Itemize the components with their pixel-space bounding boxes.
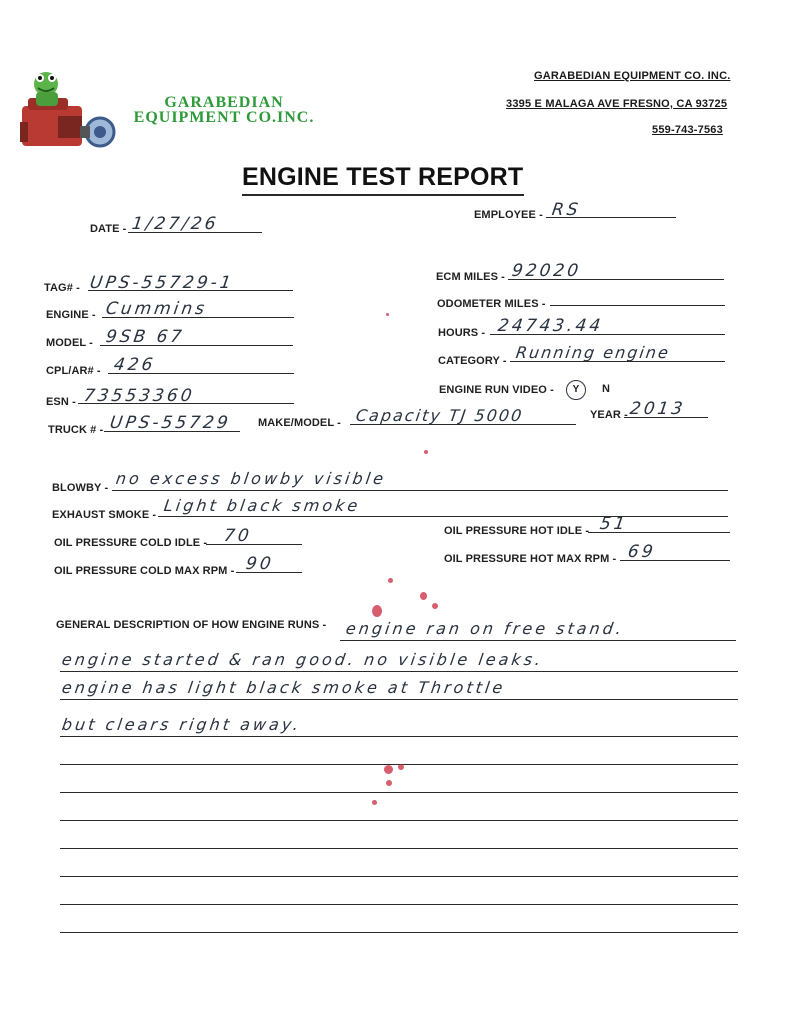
description-rule-9 [60,876,738,877]
description-rule-8 [60,848,738,849]
run-video-yes-option[interactable] [566,380,586,400]
oil-cold-max-line [236,572,302,573]
oil-hot-idle-line [588,532,730,533]
oil-hot-idle-label: OIL PRESSURE HOT IDLE - [444,525,590,537]
company-logo [18,66,118,162]
category-value: Running engine [514,343,672,362]
exhaust-label: EXHAUST SMOKE - [52,509,157,521]
company-address: 3395 E MALAGA AVE FRESNO, CA 93725 [506,98,728,110]
description-rule-4 [60,736,738,737]
model-line [100,345,293,346]
frog-engine-icon [18,66,118,162]
oil-cold-idle-value: 70 [222,526,254,546]
truck-label: TRUCK # - [48,424,104,436]
ink-blot [398,764,404,770]
date-line [128,232,262,233]
employee-label: EMPLOYEE - [474,209,543,221]
esn-label: ESN - [46,396,76,408]
hours-line [490,334,725,335]
model-value: 9SB 67 [104,327,186,347]
ink-blot [424,450,428,454]
hours-value: 24743.44 [496,316,605,336]
description-label: GENERAL DESCRIPTION OF HOW ENGINE RUNS - [56,619,327,631]
title-underline [242,194,524,196]
description-rule-11 [60,932,738,933]
odometer-line [550,305,725,306]
odometer-label: ODOMETER MILES - [437,298,546,310]
report-title: ENGINE TEST REPORT [242,163,524,191]
employee-line [546,217,676,218]
description-rule-3 [60,699,738,700]
truck-line [104,431,240,432]
engine-line [102,317,294,318]
model-label: MODEL - [46,337,93,349]
engine-run-video-label: ENGINE RUN VIDEO - [439,384,554,396]
make-model-label: MAKE/MODEL - [258,417,341,429]
ink-blot [372,605,382,617]
truck-value: UPS-55729 [108,413,233,433]
date-value: 1/27/26 [130,214,220,234]
ink-blot [386,313,389,316]
description-rule-2 [60,671,738,672]
ecm-miles-line [508,279,724,280]
ecm-miles-label: ECM MILES - [436,271,505,283]
year-label: YEAR - [590,409,628,421]
date-label: DATE - [90,223,127,235]
oil-cold-max-label: OIL PRESSURE COLD MAX RPM - [54,565,235,577]
oil-hot-idle-value: 51 [598,514,630,534]
tag-value: UPS-55729-1 [88,273,236,293]
description-line-1: engine ran on free stand. [344,619,626,638]
ink-blot [388,578,393,583]
description-rule-7 [60,820,738,821]
ink-blot [384,765,393,774]
make-model-line [350,424,576,425]
tag-label: TAG# - [44,282,80,294]
make-model-value: Capacity TJ 5000 [354,406,525,425]
ink-blot [420,592,427,600]
blowby-value: no excess blowby visible [114,469,388,488]
oil-cold-idle-label: OIL PRESSURE COLD IDLE - [54,537,208,549]
exhaust-value: Light black smoke [162,496,362,515]
cpl-label: CPL/AR# - [46,365,101,377]
cpl-line [108,373,294,374]
oil-hot-max-label: OIL PRESSURE HOT MAX RPM - [444,553,617,565]
hours-label: HOURS - [438,327,486,339]
ink-blot [432,603,438,609]
blowby-label: BLOWBY - [52,482,109,494]
company-name: GARABEDIAN EQUIPMENT CO. INC. [534,70,731,82]
engine-value: Cummins [104,299,209,319]
year-line [624,417,708,418]
oil-hot-max-line [620,560,730,561]
logo-line-2: EQUIPMENT CO.INC. [133,109,315,126]
description-line-4: but clears right away. [60,715,303,734]
run-video-yes-label: Y [572,384,580,395]
run-video-no-option[interactable]: N [602,383,611,395]
description-line-2: engine started & ran good. no visible leaks. [60,650,545,669]
cpl-value: 426 [112,355,157,375]
oil-cold-idle-line [206,544,302,545]
logo-line-1: GARABEDIAN [164,94,284,111]
category-label: CATEGORY - [438,355,507,367]
oil-hot-max-value: 69 [626,542,658,562]
category-line [510,361,725,362]
description-line-3: engine has light black smoke at Throttle [60,678,507,697]
blowby-line [112,490,728,491]
tag-line [88,290,293,291]
esn-line [78,403,294,404]
logo-wordmark [124,95,324,125]
company-phone: 559-743-7563 [652,124,723,136]
ink-blot [386,780,392,786]
ink-blot [372,800,377,805]
ecm-miles-value: 92020 [510,261,583,281]
oil-cold-max-value: 90 [244,554,276,574]
description-rule-6 [60,792,738,793]
engine-label: ENGINE - [46,309,96,321]
employee-value: RS [550,200,583,220]
exhaust-line [158,516,728,517]
description-rule-10 [60,904,738,905]
description-rule-1 [340,640,736,641]
esn-value: 73553360 [82,386,196,406]
year-value: 2013 [628,399,687,419]
